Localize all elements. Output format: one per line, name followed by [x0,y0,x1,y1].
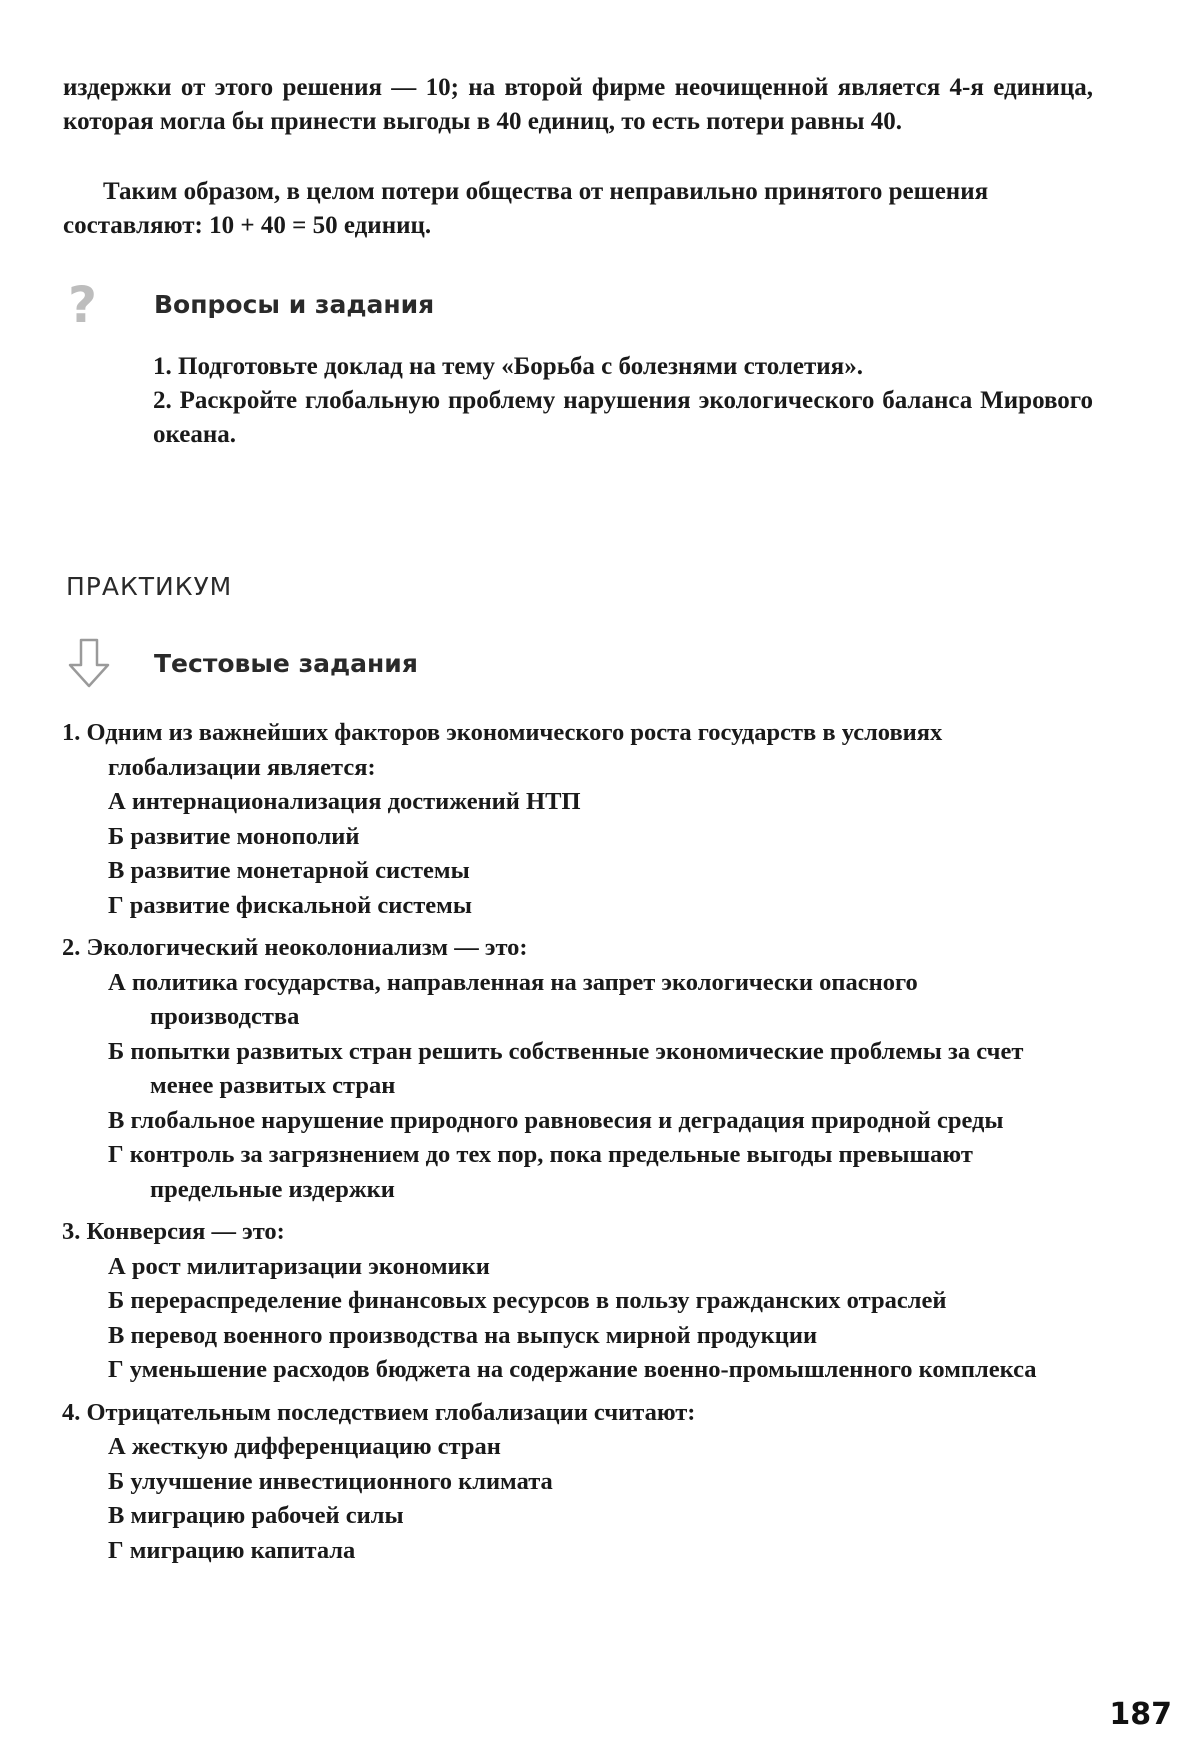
test-item [62,716,1062,923]
paragraph-text: издержки от этого решения — 10; на второй фирме неочищенной является 4-я единица, которая могла бы принести выгоды в 40 единиц, то есть потери равны 40. [63,74,1093,135]
answer-option: Г миграцию капитала [108,1536,356,1564]
tests-section-header [66,637,418,689]
answer-option: В развитие монетарной системы [108,857,470,884]
questions-list [153,350,1093,452]
answer-option: В перевод военного производства на выпуск мирной продукции [108,1321,818,1349]
question-item: 1. Подготовьте доклад на тему «Борьба с болезнями столетия». [153,353,863,380]
paragraph-continuation [63,71,1093,139]
test-question: 2. Экологический неоколониализм — это: [62,934,528,961]
answer-option: Б улучшение инвестиционного климата [108,1467,553,1495]
answer-option: Б попытки развитых стран решить собственные экономические проблемы за счет менее развитых стран [108,1037,1024,1099]
paragraph-summary [63,175,1093,243]
practicum-heading: ПРАКТИКУМ [66,572,233,601]
answer-option: В глобальное нарушение природного равновесия и деградация природной среды [108,1106,1004,1134]
answer-option: Б развитие монополий [108,822,360,850]
answer-option: В миграцию рабочей силы [108,1502,404,1529]
test-item [62,1215,1062,1388]
test-item [62,931,1062,1207]
test-item [62,1396,1062,1569]
questions-section-title: Вопросы и задания [154,289,435,319]
question-item: 2. Раскройте глобальную проблему нарушения экологического баланса Мирового океана. [153,387,1093,448]
test-question: 4. Отрицательным последствием глобализации считают: [62,1398,696,1426]
questions-section-header [66,278,434,330]
test-questions [62,716,1062,1576]
tests-section-title: Тестовые задания [154,648,418,678]
answer-option: А жесткую дифференциацию стран [108,1433,501,1460]
svg-text:?: ? [68,278,98,330]
question-mark-icon [66,278,112,330]
answer-option: А интернационализация достижений НТП [108,788,581,815]
answer-option: А рост милитаризации экономики [108,1252,490,1280]
test-question: 3. Конверсия — это: [62,1218,285,1245]
page-number: 187 [1109,1697,1172,1732]
answer-option: Г развитие фискальной системы [108,891,472,919]
answer-option: Г контроль за загрязнением до тех пор, пока предельные выгоды превышают предельные издержки [108,1141,973,1203]
answer-option: Б перераспределение финансовых ресурсов в пользу гражданских отраслей [108,1287,947,1314]
paragraph-text: Таким образом, в целом потери общества от неправильно принятого решения составляют: 10 + 40 = 50 единиц. [63,178,989,239]
test-question: 1. Одним из важнейших факторов экономического роста государств в условиях глобализации является: [62,719,943,781]
answer-option: Г уменьшение расходов бюджета на содержание военно-промышленного комплекса [108,1356,1037,1383]
answer-option: А политика государства, направленная на запрет экологически опасного производства [108,968,918,1030]
down-arrow-icon [66,637,112,689]
